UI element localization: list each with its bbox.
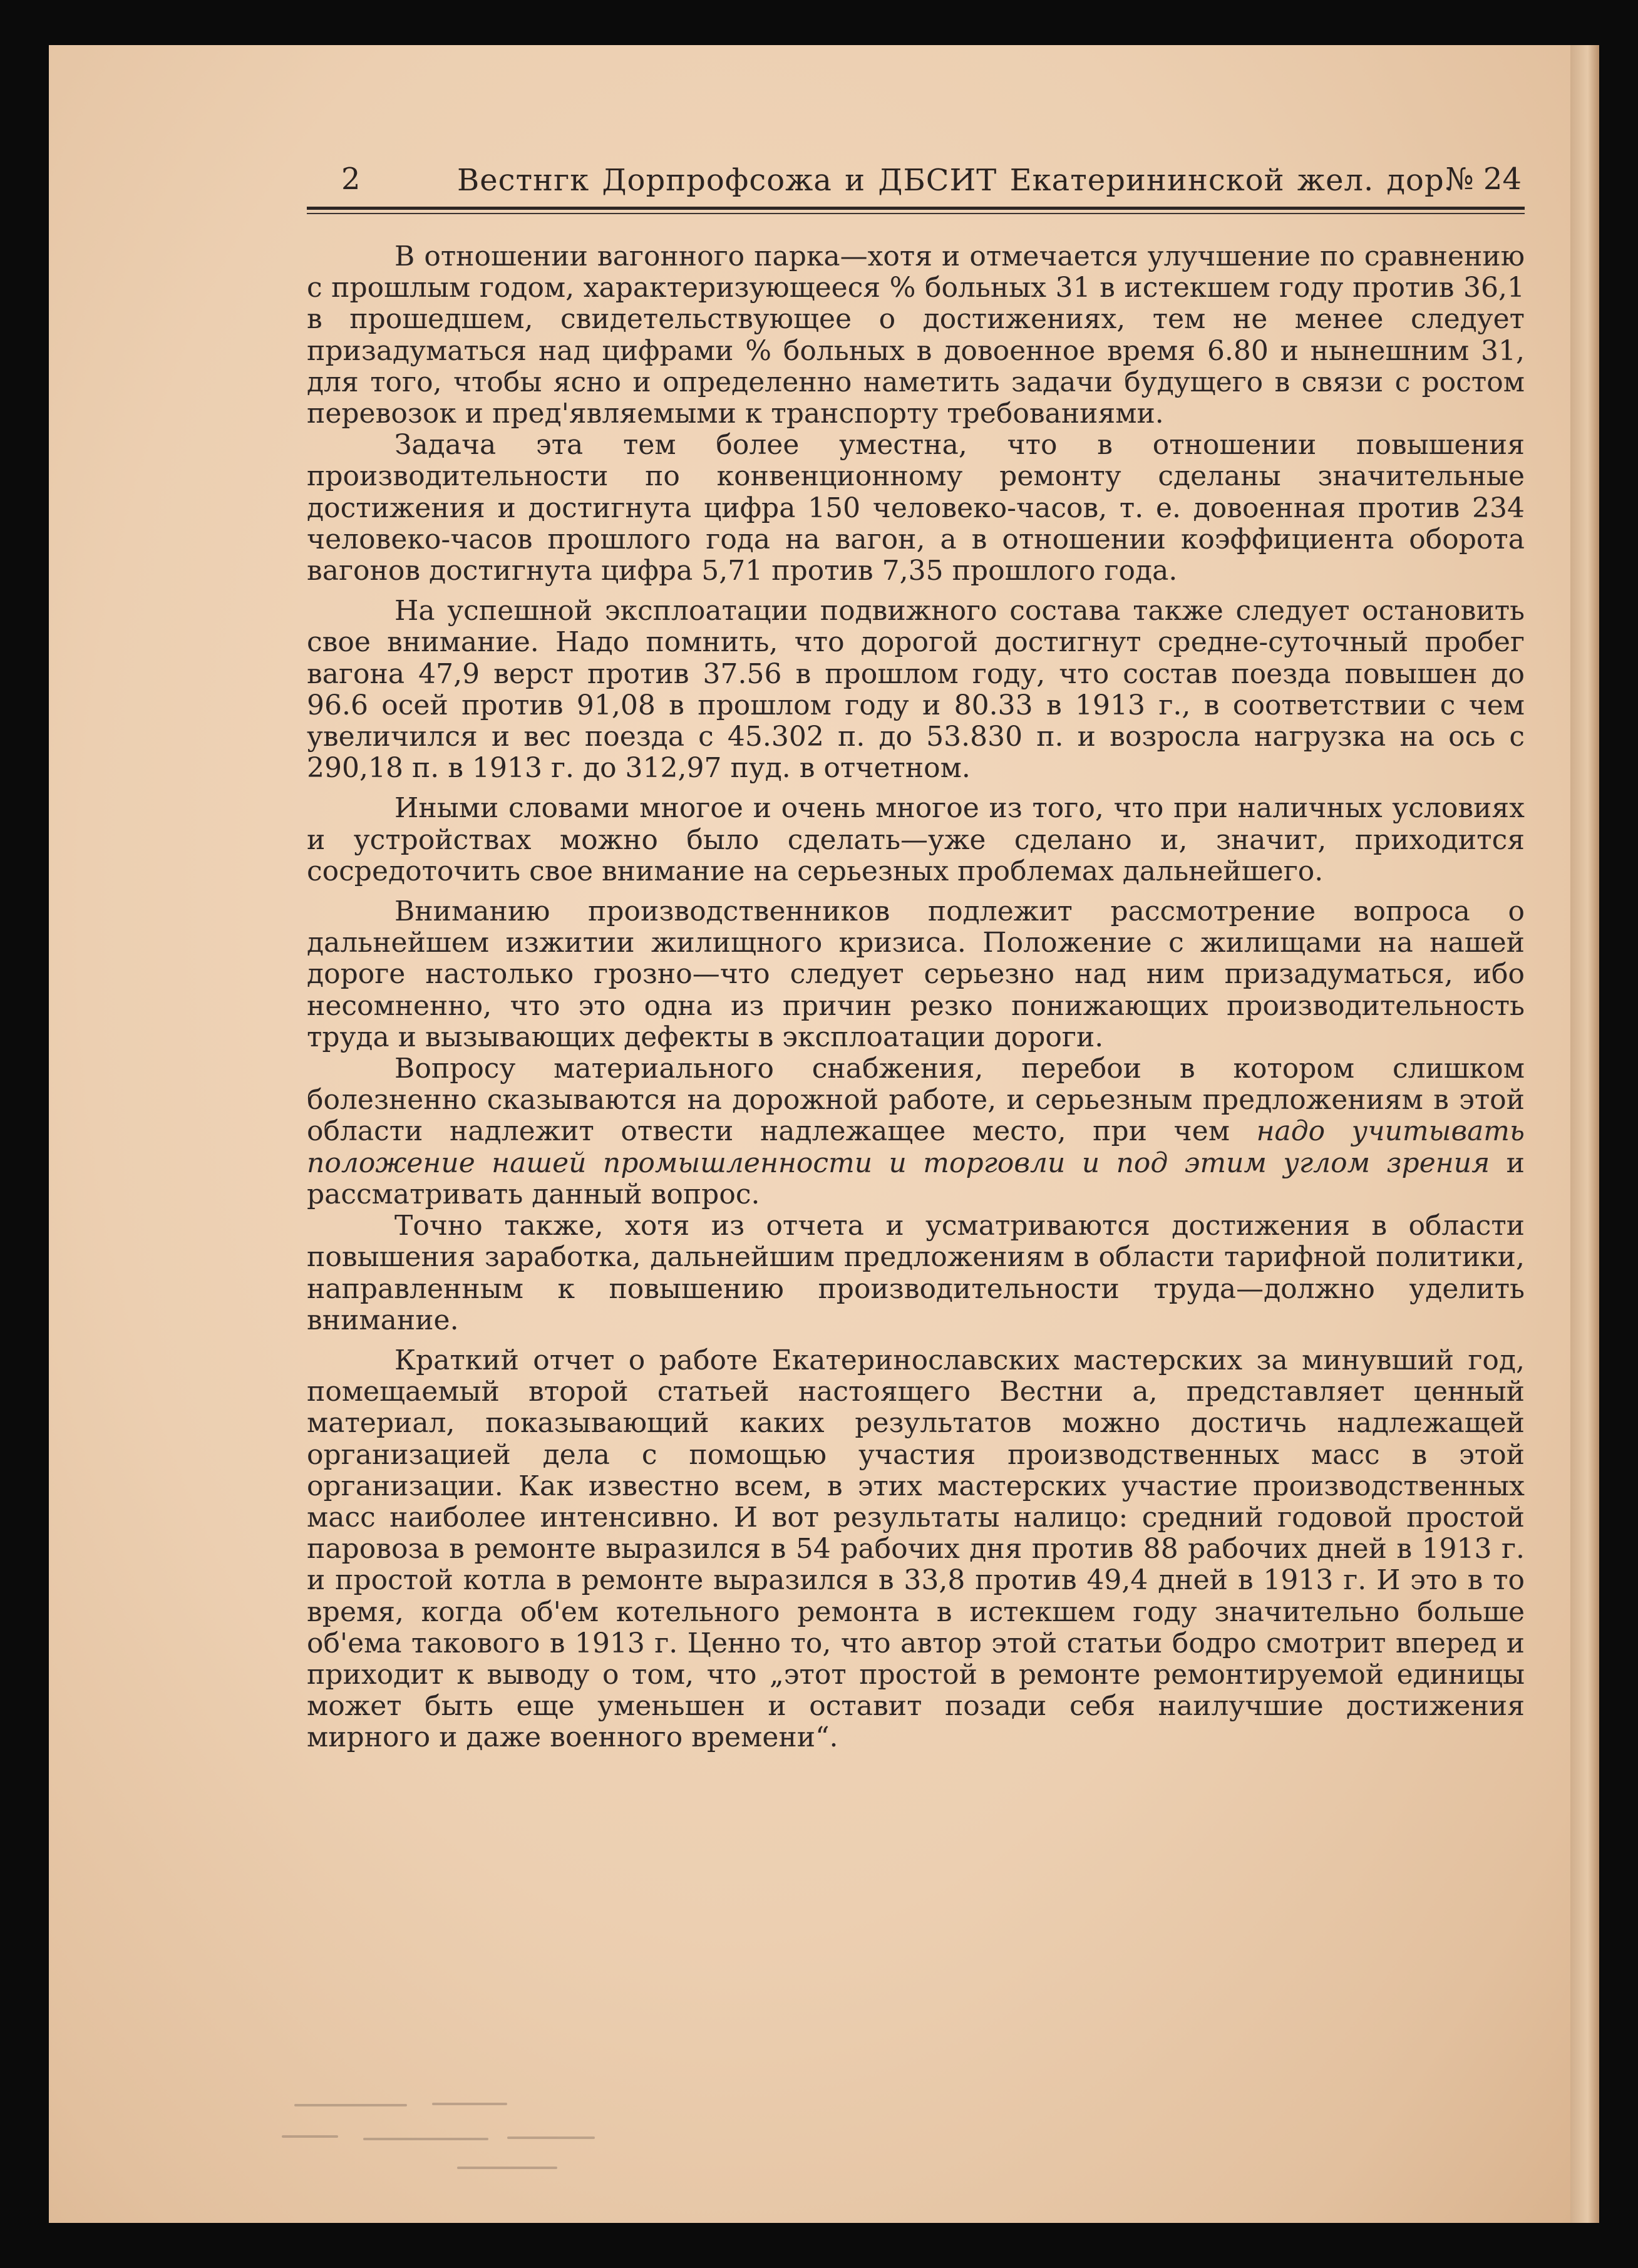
paragraph-wagon-park: В отношении вагонного парка—хотя и отмечается улучшение по сравнению с прошлым годом, характеризующееся % больных 31 в истекшем году против 36,1 в прошедшем, свидетельствующее о достижениях, тем не менее следует призадуматься над цифрами % больных в довоенное время 6.80 и нынешним 31, для того, чтобы ясно и определенно наметить задачи будущего в связи с ростом перевозок и пред'являемыми к транспорту требованиями.	[307, 240, 1525, 430]
paragraph-problems: Иными словами многое и очень многое из того, что при наличных условиях и устройствах можно было сделать—уже сделано и, значит, приходится сосредоточить свое внимание на серьезных проблемах дальнейшего.	[307, 792, 1525, 887]
paragraph-productivity: Задача эта тем более уместна, что в отношении повышения производительности по конвенционному ремонту сделаны значительные достижения и достигнута цифра 150 человеко-часов, т. е. довоенная против 234 человеко-часов прошлого года на вагон, а в отношении коэффициента оборота вагонов достигнута цифра 5,71 против 7,35 прошлого года.	[307, 429, 1525, 587]
running-header	[307, 162, 1528, 205]
paragraph-workshops-report: Краткий отчет о работе Екатеринославских мастерских за минувший год, помещаемый второй статьей настоящего Вестни а, представляет ценный материал, показывающий каких результатов можно достичь надлежащей организацией дела с помощью участия производственных масс в этой организации. Как известно всем, в этих мастерских участие производственных масс наиболее интенсивно. И вот результаты налицо: средний годовой простой паровоза в ремонте выразился в 54 рабочих дня против 88 рабочих дней в 1913 г. и простой котла в ремонте выразился в 33,8 против 49,4 дней в 1913 г. И это в то время, когда об'ем котельного ремонта в истекшем году значительно больше об'ема такового в 1913 г. Ценно то, что автор этой статьи бодро смотрит вперед и приходит к выводу о том, что „этот простой в ремонте ремонтируемой единицы может быть еще уменьшен и оставит позади себя наилучшие достижения мирного и даже военного времени“.	[307, 1344, 1525, 1754]
supply-italic-text: надо учитывать положение нашей промышленности и торговли и под этим углом зрения	[307, 1115, 1525, 1179]
paragraph-exploitation: На успешной эксплоатации подвижного состава также следует остановить свое внимание. Надо помнить, что дорогой достигнут средне-суточный пробег вагона 47,9 верст против 37.56 в прошлом году, что состав поезда повышен до 96.6 осей против 91,08 в прошлом году и 80.33 в 1913 г., в соответствии с чем увеличился и вес поезда с 45.302 п. до 53.830 п. и возросла нагрузка на ось с 290,18 п. в 1913 г. до 312,97 пуд. в отчетном.	[307, 595, 1525, 785]
supply-text: Вопросу материального снабжения, перебои в котором слишком болезненно сказываются на дорожной работе, и серьезным предложениям в этой области надлежит отвести надлежащее место, при чем	[307, 1053, 1525, 1148]
paragraph-supply	[307, 1053, 1525, 1210]
issue-number: № 24	[1445, 162, 1522, 197]
paragraph-wages: Точно также, хотя из отчета и усматриваются достижения в области повышения заработка, дальнейшим предложениям в области тарифной политики, направленным к повышению производительности труда—должно уделить внимание.	[307, 1210, 1525, 1336]
article-body	[307, 241, 1525, 1754]
header-rule-thin	[307, 213, 1525, 214]
journal-title: Вестнгк Дорпрофсожа и ДБСИТ Екатерининской жел. дор.	[457, 163, 1455, 198]
supply-tail-text: и рассматривать данный вопрос.	[307, 1147, 1525, 1210]
page-number: 2	[341, 162, 361, 197]
faded-ink-smudge	[269, 2085, 645, 2192]
page-spine	[1570, 45, 1599, 2223]
scan-edge	[1599, 45, 1638, 2223]
header-rule-thick	[307, 207, 1525, 210]
paragraph-housing: Вниманию производственников подлежит рассмотрение вопроса о дальнейшем изжитии жилищного кризиса. Положение с жилищами на нашей дороге настолько грозно—что следует серьезно над ним призадуматься, ибо несомненно, что это одна из причин резко понижающих производительность труда и вызывающих дефекты в эксплоатации дороги.	[307, 895, 1525, 1053]
